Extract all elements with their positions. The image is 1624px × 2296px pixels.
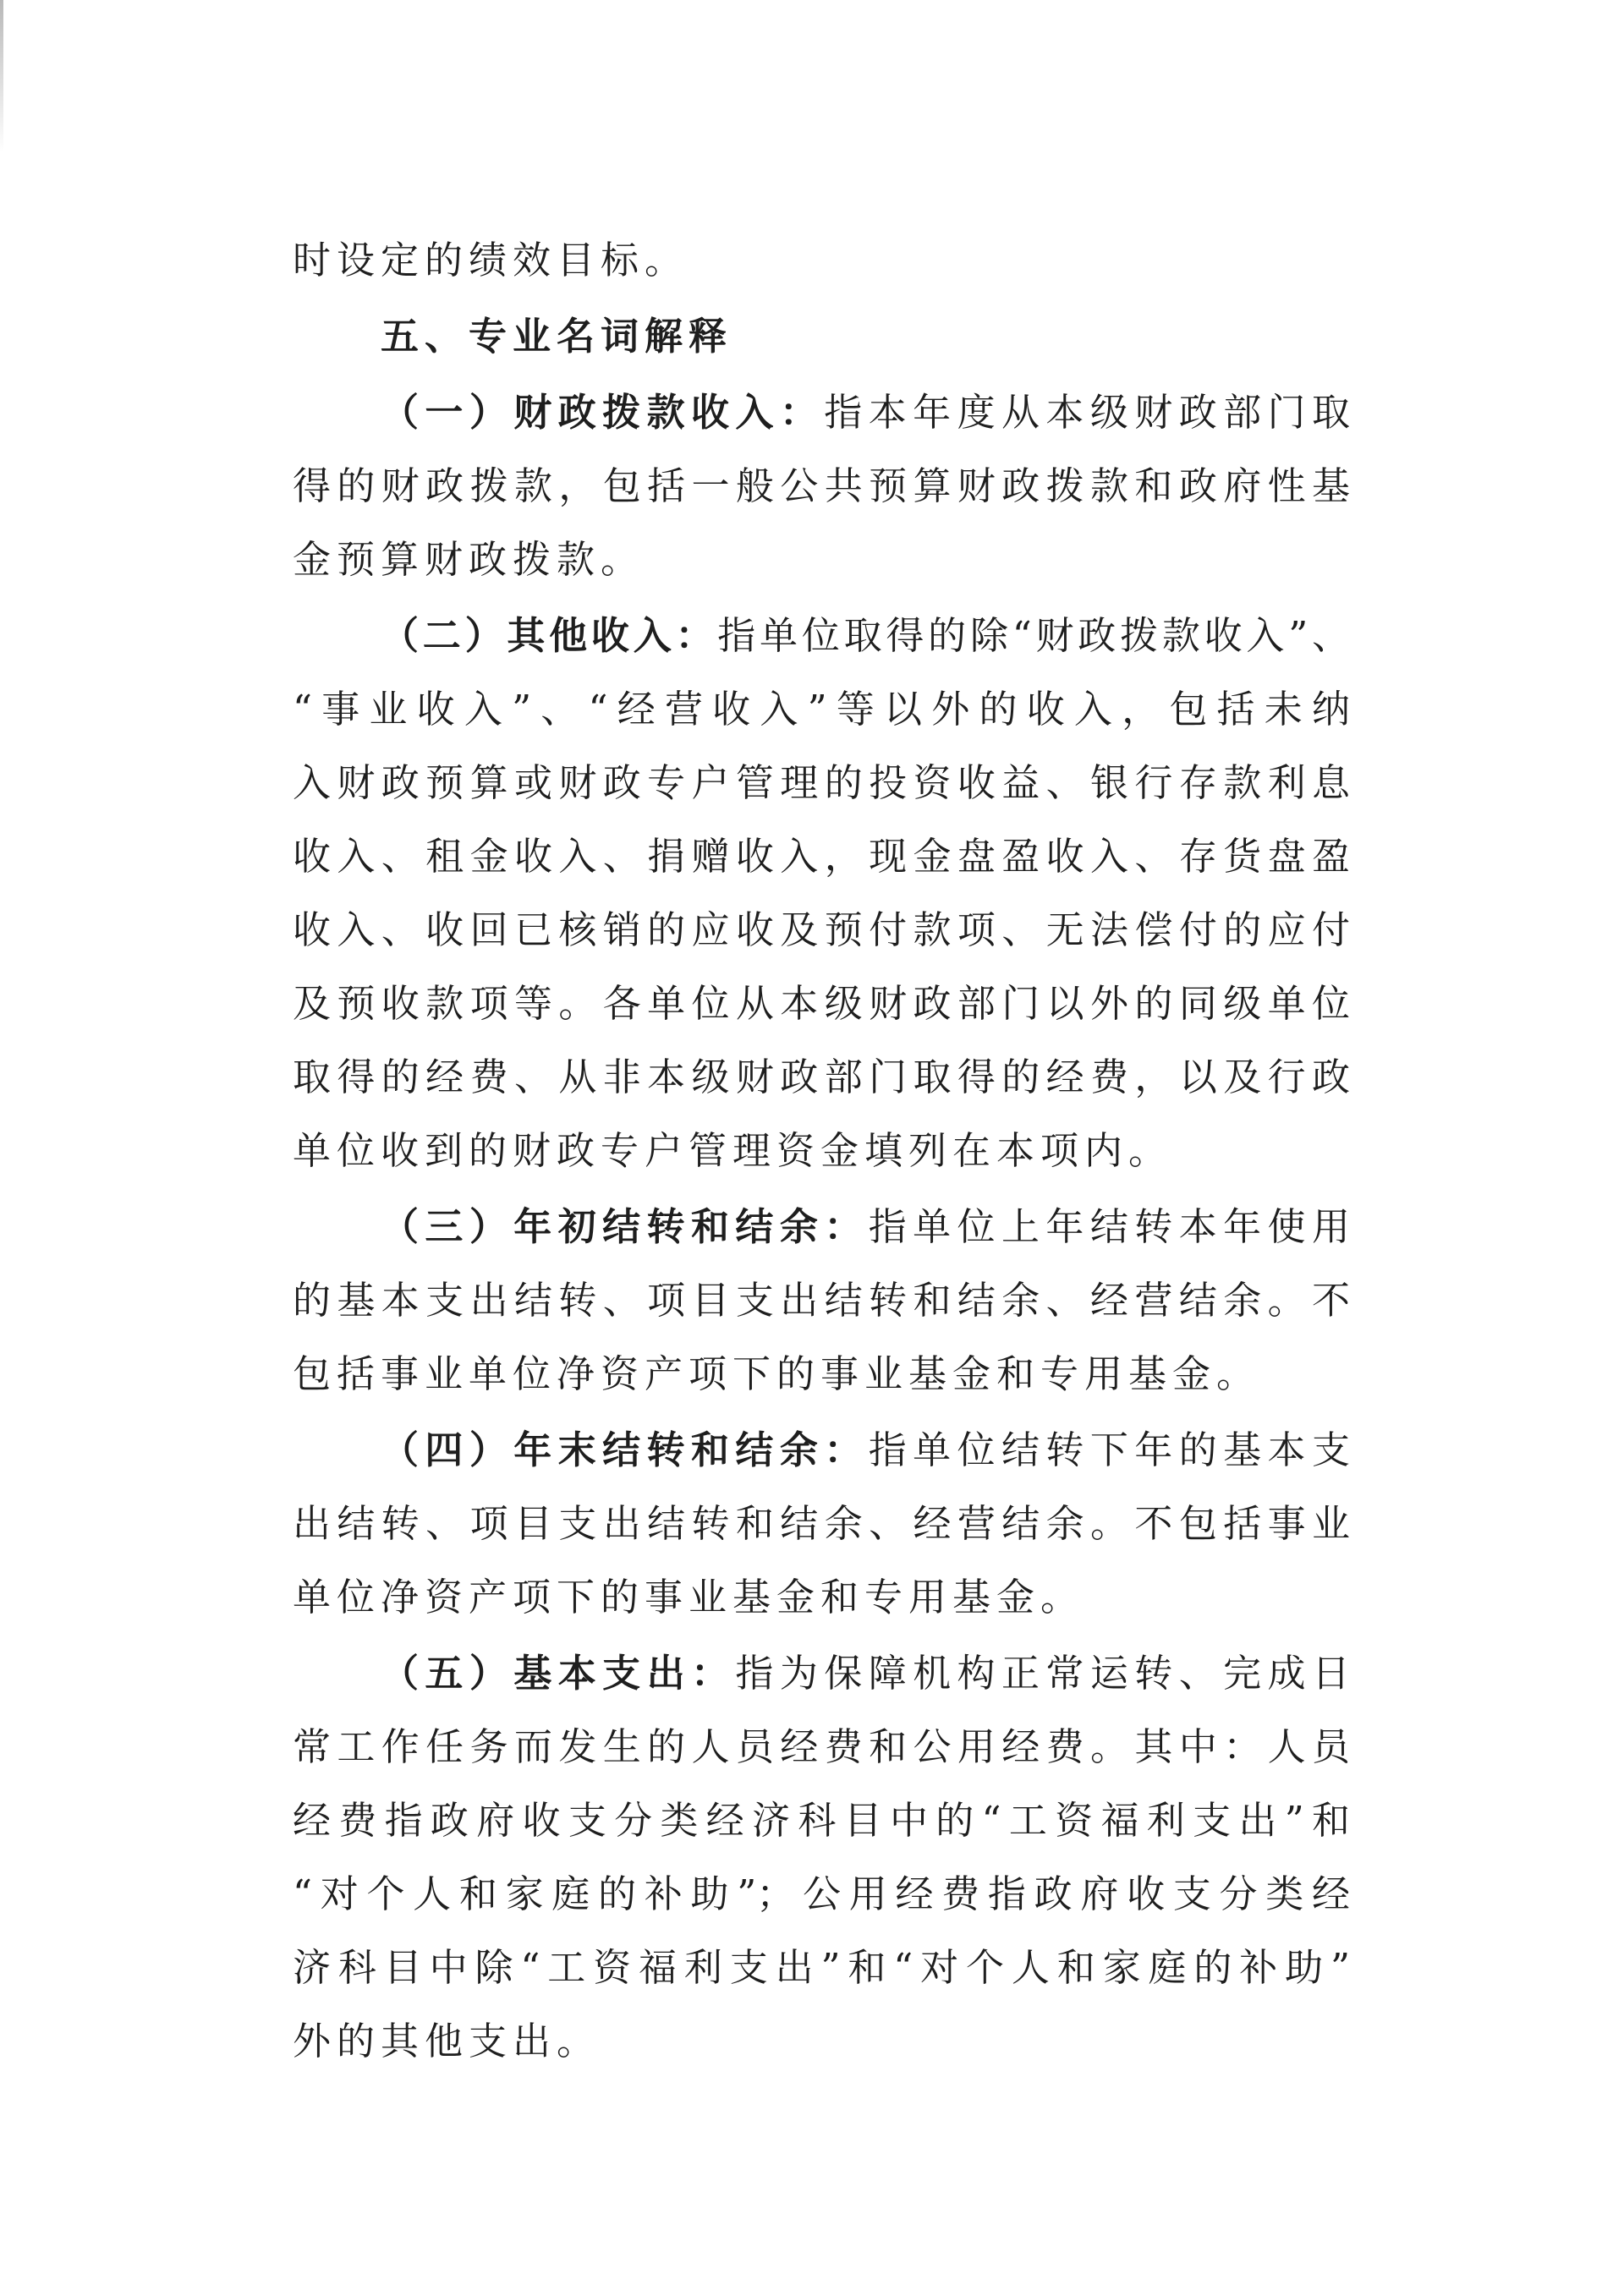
text-line: 单位净资产项下的事业基金和专用基金。	[293, 1575, 1085, 1619]
text-line: 出结转、项目支出结转和结余、经营结余。不包括事业	[293, 1501, 1350, 1546]
definition-paragraph-2	[293, 599, 1350, 1187]
text-line: 得的财政拨款，包括一般公共预算财政拨款和政府性基	[293, 463, 1350, 508]
text-line: 时设定的绩效目标。	[293, 238, 689, 282]
definition-term: （五）基本支出：	[381, 1651, 736, 1696]
text-line: 单位收到的财政专户管理资金填列在本项内。	[293, 1128, 1173, 1173]
text-line: 取得的经费、从非本级财政部门取得的经费，以及行政	[293, 1055, 1350, 1099]
text-line	[293, 1636, 1350, 1710]
text-line: 包括事业单位净资产项下的事业基金和专用基金。	[293, 1351, 1261, 1396]
text-line: 济科目中除“工资福利支出”和“对个人和家庭的补助”	[293, 1945, 1350, 1990]
text-line: 收入、租金收入、捐赠收入，现金盘盈收入、存货盘盈	[293, 834, 1350, 879]
text-line: 收入、收回已核销的应收及预付款项、无法偿付的应付	[293, 907, 1350, 952]
definition-text: 指为保障机构正常运转、完成日	[735, 1651, 1350, 1696]
text-line: 外的其他支出。	[293, 2019, 601, 2063]
text-line: “对个人和家庭的补助”；公用经费指政府收支分类经	[293, 1871, 1350, 1916]
text-line: 常工作任务而发生的人员经费和公用经费。其中：人员	[293, 1724, 1350, 1769]
definition-paragraph-1	[293, 375, 1350, 596]
definition-text: 指单位取得的除“财政拨款收入”、	[717, 613, 1350, 658]
section-heading-block	[293, 299, 1350, 373]
text-line: 经费指政府收支分类经济科目中的“工资福利支出”和	[293, 1798, 1350, 1843]
text-line	[293, 599, 1350, 672]
definition-paragraph-4	[293, 1413, 1350, 1634]
text-line	[293, 1413, 1350, 1487]
definition-term: （四）年末结转和结余：	[381, 1427, 869, 1472]
text-line: “事业收入”、“经营收入”等以外的收入，包括未纳	[293, 687, 1350, 732]
document-page	[293, 223, 1350, 2078]
definition-paragraph-3	[293, 1190, 1350, 1411]
text-line: 的基本支出结转、项目支出结转和结余、经营结余。不	[293, 1278, 1350, 1323]
definition-term: （三）年初结转和结余：	[381, 1204, 869, 1249]
definition-paragraph-5	[293, 1636, 1350, 2078]
paragraph-continuation	[293, 223, 1350, 297]
definition-text: 指本年度从本级财政部门取	[824, 390, 1350, 435]
definition-term: （二）其他收入：	[381, 613, 718, 658]
text-line	[293, 375, 1350, 449]
text-line: 入财政预算或财政专户管理的投资收益、银行存款利息	[293, 760, 1350, 805]
definition-term: （一）财政拨款收入：	[381, 390, 825, 435]
text-line: 及预收款项等。各单位从本级财政部门以外的同级单位	[293, 981, 1350, 1026]
text-line	[293, 1190, 1350, 1263]
definition-text: 指单位上年结转本年使用	[868, 1204, 1350, 1249]
definition-text: 指单位结转下年的基本支	[868, 1427, 1350, 1472]
section-heading: 五、专业名词解释	[381, 314, 733, 359]
text-line: 金预算财政拨款。	[293, 537, 645, 582]
scan-edge-artifact	[0, 0, 3, 152]
